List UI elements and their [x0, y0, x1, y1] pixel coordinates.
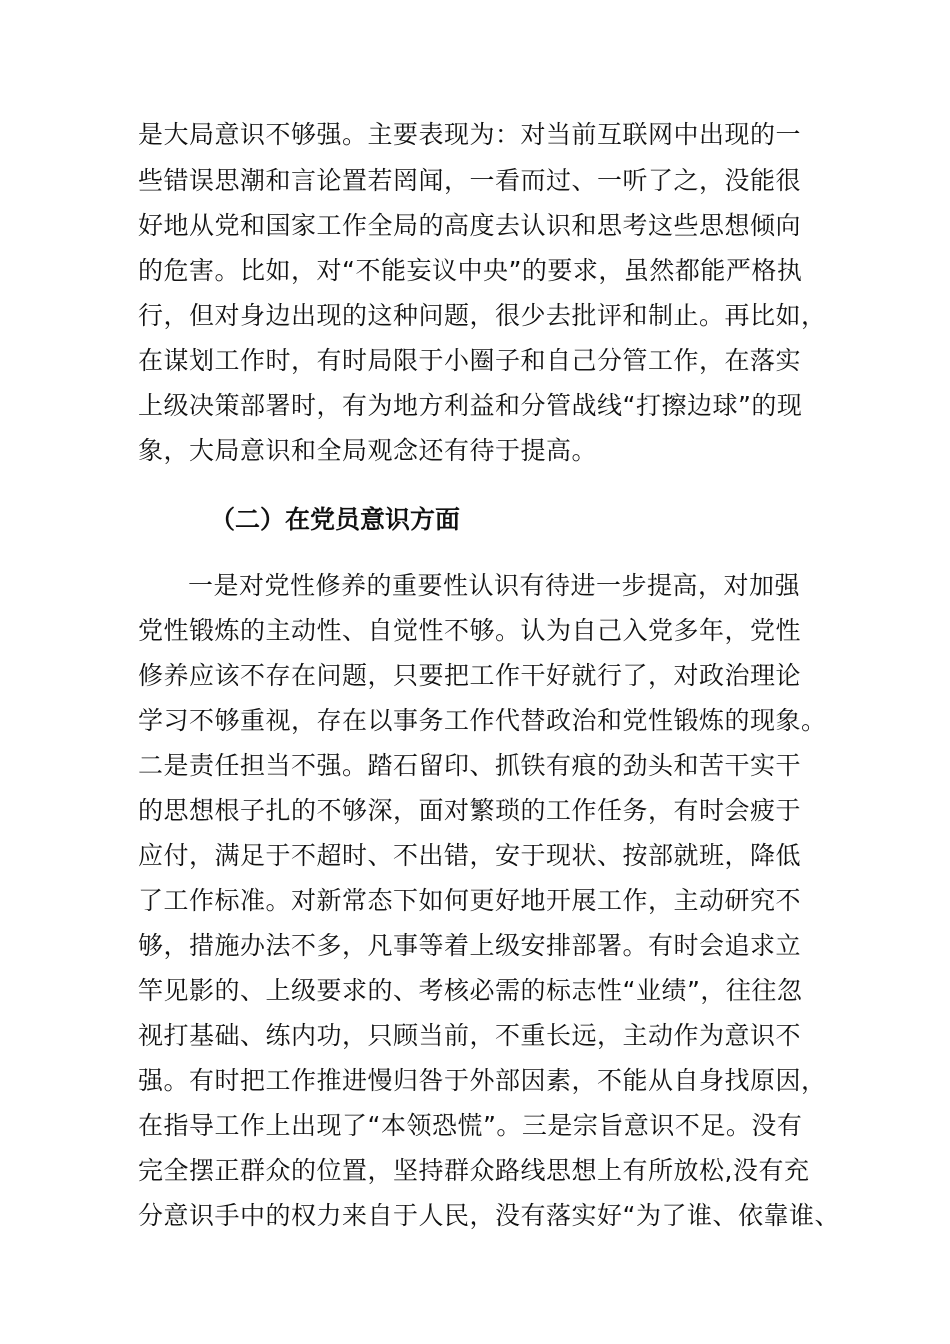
- paragraph-line: 应付，满足于不超时、不出错，安于现状、按部就班，降低: [138, 841, 802, 870]
- paragraph-line: 好地从党和国家工作全局的高度去认识和思考这些思想倾向: [138, 211, 802, 240]
- paragraph-line: 竿见影的、上级要求的、考核必需的标志性“业绩”，往往忽: [138, 976, 803, 1005]
- paragraph-line: 是大局意识不够强。主要表现为：对当前互联网中出现的一: [138, 120, 802, 149]
- paragraph-line: 修养应该不存在问题，只要把工作干好就行了，对政治理论: [138, 661, 802, 690]
- paragraph-line: 的危害。比如，对“不能妄议中央”的要求，虽然都能严格执: [138, 256, 803, 285]
- paragraph-line: 完全摆正群众的位置，坚持群众路线思想上有所放松,没有充: [138, 1156, 810, 1185]
- paragraph-line: 分意识手中的权力来自于人民，没有落实好“为了谁、依靠谁、: [138, 1201, 840, 1230]
- paragraph-line: 强。有时把工作推进慢归咎于外部因素，不能从自身找原因，: [138, 1066, 827, 1095]
- paragraph-line: 上级决策部署时，有为地方利益和分管战线“打擦边球”的现: [138, 391, 803, 420]
- paragraph-line: 学习不够重视，存在以事务工作代替政治和党性锻炼的现象。: [138, 706, 827, 735]
- paragraph-line: 视打基础、练内功，只顾当前，不重长远，主动作为意识不: [138, 1021, 802, 1050]
- section-heading: （二）在党员意识方面: [210, 505, 461, 534]
- paragraph-first-line: 一是对党性修养的重要性认识有待进一步提高，对加强: [188, 571, 801, 600]
- paragraph-line: 够，措施办法不多，凡事等着上级安排部署。有时会追求立: [138, 931, 802, 960]
- paragraph-line: 党性锻炼的主动性、自觉性不够。认为自己入党多年，党性: [138, 616, 802, 645]
- paragraph-line: 二是责任担当不强。踏石留印、抓铁有痕的劲头和苦干实干: [138, 751, 802, 780]
- paragraph-line: 在指导工作上出现了“本领恐慌”。三是宗旨意识不足。没有: [138, 1111, 803, 1140]
- paragraph-line: 象，大局意识和全局观念还有待于提高。: [138, 436, 598, 465]
- paragraph-line: 的思想根子扎的不够深，面对繁琐的工作任务，有时会疲于: [138, 796, 802, 825]
- paragraph-line: 了工作标准。对新常态下如何更好地开展工作，主动研究不: [138, 886, 802, 915]
- paragraph-line: 在谋划工作时，有时局限于小圈子和自己分管工作，在落实: [138, 346, 802, 375]
- paragraph-line: 行，但对身边出现的这种问题，很少去批评和制止。再比如，: [138, 301, 827, 330]
- paragraph-line: 些错误思潮和言论置若罔闻，一看而过、一听了之，没能很: [138, 166, 802, 195]
